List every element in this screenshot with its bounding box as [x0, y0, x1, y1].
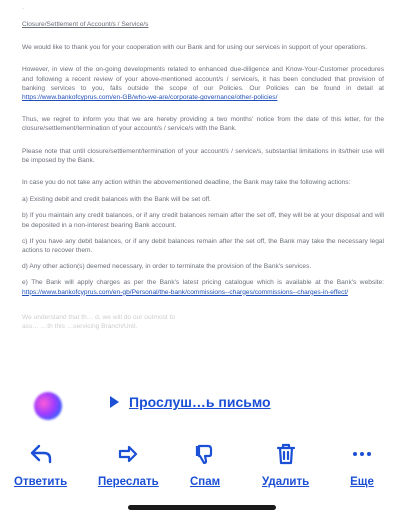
policies-text: However, in view of the on-going developments related to enhanced due-diligence and Know-Your-Customer procedures and following a recent review of your above-mentioned account/s / service/s, it has been concluded that provision of banking services to you, falls outside the scope of our Policies. Our Policies can be found in detail at — [22, 66, 384, 92]
obscured-line-2: ass… …th this …servicing Branch/Unit. — [22, 323, 138, 331]
more-icon — [350, 442, 374, 466]
spam-label: Спам — [190, 476, 221, 488]
trash-icon — [274, 442, 298, 466]
charges-text: e) The Bank will apply charges as per the Bank's latest pricing catalogue which is available at the Bank's website: — [22, 279, 384, 287]
bullet-dot: · — [22, 5, 25, 12]
action-c: c) If you have any debit balances, or if any debit balances remain after the set off, the Bank may take the necessary legal actions to recover them. — [22, 237, 384, 255]
action-d: d) Any other action(s) deemed necessary, in order to terminate the provision of the Bank's services. — [22, 263, 312, 271]
forward-icon — [116, 442, 140, 466]
action-e — [22, 278, 384, 296]
spam-icon — [193, 442, 217, 466]
home-indicator[interactable] — [128, 505, 276, 510]
siri-orb[interactable] — [34, 392, 62, 420]
play-icon — [110, 396, 119, 408]
paragraph-policies — [22, 65, 384, 102]
paragraph-limitations: Please note that until closure/settlement/termination of your account/s / service/s, substantial limitations in its/their use will be imposed by the Bank. — [22, 147, 384, 164]
spam-button[interactable] — [190, 442, 220, 488]
delete-label: Удалить — [262, 476, 310, 488]
obscured-line-1: We understand that th… d, we will do our outmost to — [22, 313, 176, 321]
forward-button[interactable] — [98, 442, 159, 488]
email-body — [22, 0, 384, 344]
action-a: a) Existing debit and credit balances with the Bank will be set off. — [22, 196, 212, 204]
reply-label: Ответить — [14, 476, 68, 488]
paragraph-notice: Thus, we regret to inform you that we are hereby providing a two months' notice from the date of this letter, for the closure/settlement/termination of your account/s / service/s with the Bank. — [22, 116, 384, 133]
reply-icon — [29, 442, 53, 466]
listen-label: Прослуш…ь письмо — [129, 394, 271, 410]
delete-button[interactable] — [262, 442, 309, 488]
charges-link[interactable]: https://www.bankofcyprus.com/en-gb/Personal/the-bank/commissions--charges/commissions--charges-in-effect/ — [22, 288, 349, 296]
paragraph-obscured — [22, 313, 384, 331]
more-button[interactable] — [350, 442, 374, 488]
paragraph-thanks: We would like to thank you for your cooperation with our Bank and for using our services in support of your operations. — [22, 44, 368, 52]
paragraph-actions-intro: In case you do not take any action within the abovementioned deadline, the Bank may take the following actions: — [22, 179, 351, 187]
letter-subject: Closure/Settlement of Account/s / Service/s — [22, 21, 149, 28]
policies-link[interactable]: https://www.bankofcyprus.com/en-GB/who-we-are/corporate-governance/other-policies/ — [22, 94, 278, 102]
more-label: Еще — [350, 476, 374, 488]
reply-button[interactable] — [14, 442, 67, 488]
forward-label: Переслать — [98, 476, 159, 488]
listen-email-button[interactable] — [94, 387, 290, 417]
action-b: b) If you maintain any credit balances, or if any credit balances remain after the set off, they will be at your disposal and will be deposited in a non-interest bearing Bank account. — [22, 212, 384, 229]
action-toolbar — [0, 432, 404, 492]
